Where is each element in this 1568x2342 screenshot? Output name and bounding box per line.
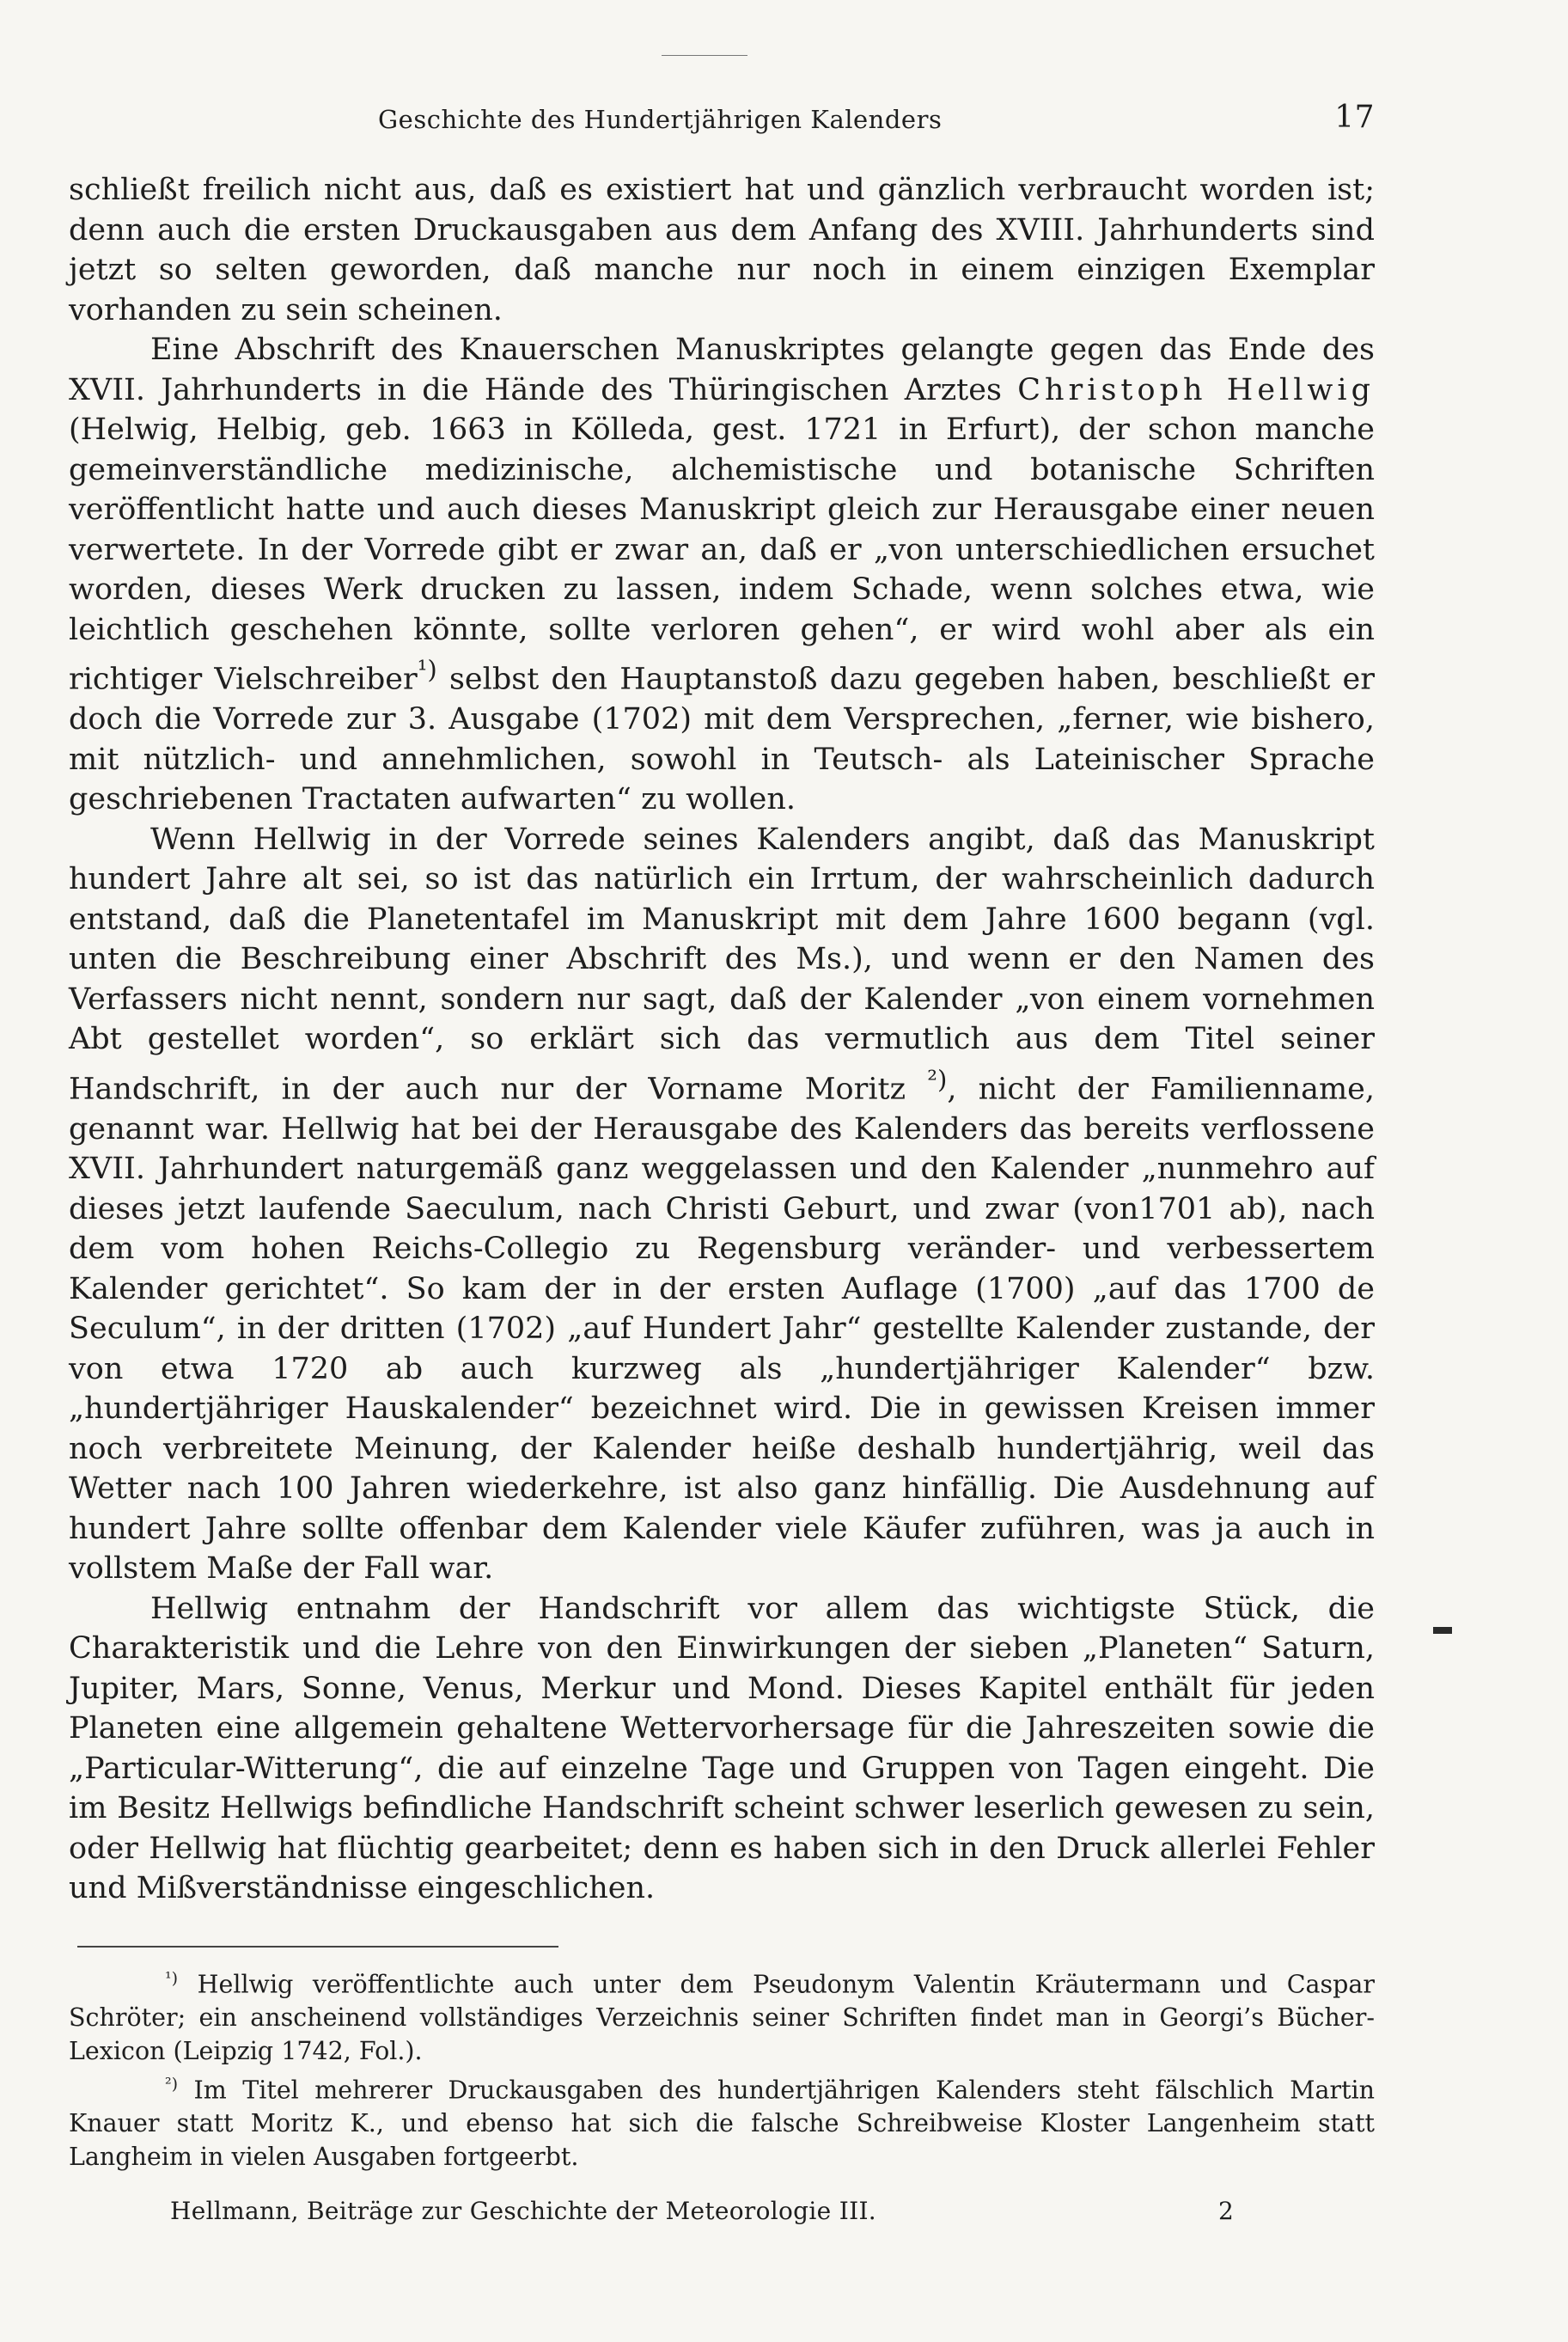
running-header	[69, 95, 1375, 146]
main-text	[69, 170, 1375, 1909]
footnote-separator	[77, 1946, 558, 1948]
signature-number: 2	[1218, 2197, 1234, 2225]
page-number: 17	[1334, 100, 1375, 135]
footnote-1-text: Hellwig veröffentlichte auch unter dem Pseudonym Valentin Kräutermann und Caspar Schröter; ein anscheinend vollständiges Verzeichnis seiner Schriften findet man in Georgi’s Bücher-Lexicon (Leipzig 1742, Fol.).	[69, 1970, 1375, 2065]
running-title: Geschichte des Hundertjährigen Kalenders	[378, 105, 943, 134]
footnote-2-text: Im Titel mehrerer Druckausgaben des hundertjährigen Kalenders steht fälschlich Martin Knauer statt Moritz K., und ebenso hat sich die falsche Schreibweise Kloster Langenheim statt Langheim in vielen Ausgaben fortgeerbt.	[69, 2076, 1376, 2171]
top-ornament-dash	[662, 55, 747, 56]
paragraph-3-text-a: Wenn Hellwig in der Vorrede seines Kalenders angibt, daß das Manuskript hundert Jahre alt sei, so ist das natürlich ein Irrtum, der wahrscheinlich dadurch entstand, daß die Planetentafel im Manuskript mit dem Jahre 1600 begann (vgl. unten die Beschreibung einer Abschrift des Ms.), und wenn er den Namen des Verfassers nicht nennt, sondern nur sagt, daß der Kalender „von einem vornehmen Abt gestellet worden“, so erklärt sich das vermutlich aus dem Titel seiner Handschrift, in der auch nur der Vorname Moritz	[69, 822, 1375, 1107]
footnote-ref-1: ¹)	[417, 655, 437, 684]
paragraph-2-text-c: selbst den Hauptanstoß dazu gegeben haben, beschließt er doch die Vorrede zur 3. Ausgabe (1702) mit dem Versprechen, „ferner, wie bishero, mit nützlich- und annehmlichen, sowohl in Teutsch- als Lateinischer Sprache geschriebenen Tractaten aufwarten“ zu wollen.	[69, 662, 1375, 817]
paragraph-2-text-a: Eine Abschrift des Knauerschen Manuskriptes gelangte gegen das Ende des XVII. Jahrhunderts in die Hände des Thüringischen Arztes	[69, 333, 1375, 407]
paragraph-3	[69, 820, 1375, 1589]
paragraph-1	[69, 170, 1375, 330]
footnotes	[69, 1962, 1375, 2174]
paragraph-2	[69, 330, 1375, 820]
paragraph-2-text-b: (Helwig, Helbig, geb. 1663 in Kölleda, gest. 1721 in Erfurt), der schon manche gemeinverständliche medizinische, alchemistische und botanische Schriften veröffentlicht hatte und auch dieses Manuskript gleich zur Herausgabe einer neuen verwertete. In der Vorrede gibt er zwar an, daß er „von unterschiedlichen ersuchet worden, dieses Werk drucken zu lassen, indem Schade, wenn solches etwa, wie leichtlich geschehen könnte, sollte verloren gehen“, er wird wohl aber als ein richtiger Vielschreiber	[69, 413, 1375, 697]
footnote-1	[69, 1962, 1375, 2068]
signature-text: Hellmann, Beiträge zur Geschichte der Meteorologie III.	[170, 2197, 877, 2225]
footnote-2-mark: ²)	[165, 2075, 179, 2094]
paragraph-3-text-b: , nicht der Familienname, genannt war. Hellwig hat bei der Herausgabe des Kalenders das bereits verflossene XVII. Jahrhundert naturgemäß ganz weggelassen und den Kalender „nunmehro auf dieses jetzt laufende Saeculum, nach Christi Geburt, und zwar (von1701 ab), nach dem vom hohen Reichs-Collegio zu Regensburg veränder- und verbessertem Kalender gerichtet“. So kam der in der ersten Auflage (1700) „auf das 1700 de Seculum“, in der dritten (1702) „auf Hundert Jahr“ gestellte Kalender zustande, der von etwa 1720 ab auch kurzweg als „hundertjähriger Kalender“ bzw. „hundertjähriger Hauskalender“ bezeichnet wird. Die in gewissen Kreisen immer noch verbreitete Meinung, der Kalender heiße deshalb hundertjährig, weil das Wetter nach 100 Jahren wiederkehre, ist also ganz hinfällig. Die Ausdehnung auf hundert Jahre sollte offenbar dem Kalender viele Käufer zuführen, was ja auch in vollstem Maße der Fall war.	[69, 1072, 1376, 1587]
margin-mark	[1433, 1627, 1452, 1634]
spaced-person-name: Christoph Hellwig	[1017, 372, 1375, 407]
footnote-2	[69, 2068, 1375, 2174]
footnote-1-mark: ¹)	[165, 1969, 179, 1988]
footnote-ref-2: ²)	[927, 1064, 948, 1094]
paragraph-4	[69, 1589, 1375, 1909]
signature-line	[69, 2197, 1375, 2231]
paragraph-4-text: Hellwig entnahm der Handschrift vor allem das wichtigste Stück, die Charakteristik und die Lehre von den Einwirkungen der sieben „Planeten“ Saturn, Jupiter, Mars, Sonne, Venus, Merkur und Mond. Dieses Kapitel enthält für jeden Planeten eine allgemein gehaltene Wettervorhersage für die Jahreszeiten sowie die „Particular-Witterung“, die auf einzelne Tage und Gruppen von Tagen eingeht. Die im Besitz Hellwigs befindliche Handschrift scheint schwer leserlich gewesen zu sein, oder Hellwig hat flüchtig gearbeitet; denn es haben sich in den Druck allerlei Fehler und Mißverständnisse eingeschlichen.	[69, 1591, 1375, 1906]
paragraph-1-text: schließt freilich nicht aus, daß es existiert hat und gänzlich verbraucht worden ist; denn auch die ersten Druckausgaben aus dem Anfang des XVIII. Jahrhunderts sind jetzt so selten geworden, daß manche nur noch in einem einzigen Exemplar vorhanden zu sein scheinen.	[69, 173, 1375, 327]
